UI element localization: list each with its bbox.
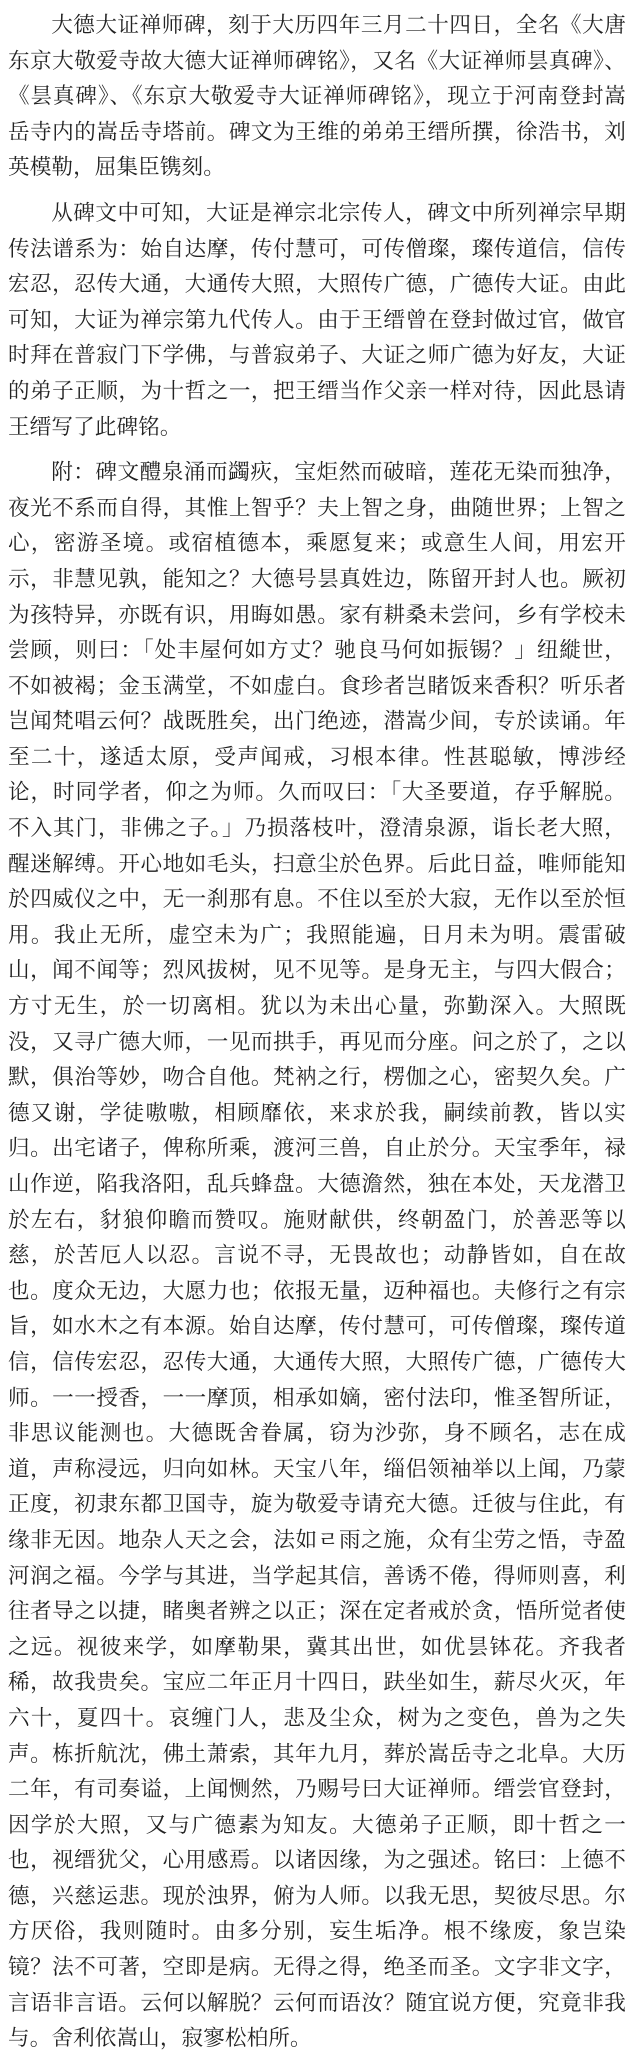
paragraph-stele-intro: 大德大证禅师碑，刻于大历四年三月二十四日，全名《大唐东京大敬爱寺故大德大证禅师碑铭》，又名《大证禅师昙真碑》、《昙真碑》、《东京大敬爱寺大证禅师碑铭》，现立于河南登封嵩岳寺内的嵩岳寺塔前。碑文为王维的弟弟王缙所撰，徐浩书，刘英模勒，屈集臣镌刻。 bbox=[8, 13, 626, 181]
paragraph-lineage: 从碑文中可知，大证是禅宗北宗传人，碑文中所列禅宗早期传法谱系为：始自达摩，传付慧可，可传僧璨，璨传道信，信传宏忍，忍传大通，大通传大照，大照传广德，广德传大证。由此可知，大证为禅宗第九代传人。由于王缙曾在登封做过官，做官时拜在普寂门下学佛，与普寂弟子、大证之师广德为好友，大证的弟子正顺，为十哲之一，把王缙当作父亲一样对待，因此恳请王缙写了此碑铭。 bbox=[8, 200, 626, 440]
paragraph-inscription-text: 附：碑文醴泉涌而蠲疢，宝炬然而破暗，莲花无染而独净，夜光不系而自得，其惟上智乎？夫上智之身，曲随世界；上智之心，密游圣境。或宿植德本，乘愿复来；或意生人间，用宏开示，非慧见孰，能知之？大德号昙真姓边，陈留开封人也。厥初为孩特异，亦既有识，用晦如愚。家有耕桑未尝问，乡有学校未尝顾，则曰：「处丰屋何如方丈？驰良马何如振锡？」纽縰世，不如被褐；金玉满堂，不如虚白。食珍者岂睹饭来香积？听乐者岂闻梵唱云何？战既胜矣，出门绝迹，潜嵩少间，专於读诵。年至二十，遂适太原，受声闻戒，习根本律。性甚聪敏，博涉经论，时同学者，仰之为师。久而叹曰：「大圣要道，存乎解脱。不入其门，非佛之子。」乃损落枝叶，澄清泉源，诣长老大照，醒迷解缚。开心地如毛头，扫意尘於色界。后此日益，唯师能知於四威仪之中，无一刹那有息。不住以至於大寂，无作以至於恒用。我止无所，虚空未为广；我照能遍，日月未为明。震雷破山，闻不闻等；烈风拔树，见不见等。是身无主，与四大假合；方寸无生，於一切离相。犹以为未出心量，弥勤深入。大照既没，又寻广德大师，一见而拱手，再见而分座。问之於了，之以默，俱治等妙，吻合自他。梵衲之行，楞伽之心，密契久矣。广德又谢，学徒嗷嗷，相顾靡依，来求於我，嗣续前教，皆以实归。出宅诸子，俾称所乘，渡河三兽，自止於分。天宝季年，禄山作逆，陷我洛阳，乱兵蜂盘。大德澹然，独在本处，天龙潜卫於左右，豺狼仰瞻而赞叹。施财献供，终朝盈门，於善恶等以慈，於苦厄人以忍。言说不寻，无畏故也；动静皆如，自在故也。度众无边，大愿力也；依报无量，迈种福也。夫修行之有宗旨，如水木之有本源。始自达摩，传付慧可，可传僧璨，璨传道信，信传宏忍，忍传大通，大通传大照，大照传广德，广德传大师。一一授香，一一摩顶，相承如嫡，密付法印，惟圣智所证，非思议能测也。大德既舍眷属，窃为沙弥，身不顾名，志在成道，声称浸远，归向如林。天宝八年，缁侣领袖举以上闻，乃蒙正度，初隶东都卫国寺，旋为敬爱寺请充大德。迁彼与住此，有缘非无因。地杂人天之会，法如ㄹ雨之施，众有尘劳之悟，寺盈河润之福。今学与其进，当学起其信，善诱不倦，得师则喜，利往者导之以捷，睹奥者辨之以正；深在定者戒於贪，悟所觉者使之远。视彼来学，如摩勒果，冀其出世，如优昙钵花。齐我者稀，故我贵矣。宝应二年正月十四日，趺坐如生，薪尽火灭，年六十，夏四十。哀缠门人，悲及尘众，树为之变色，兽为之失声。栋折航沈，佛土萧索，其年九月，葬於嵩岳寺之北阜。大历二年，有司奏谥，上闻恻然，乃赐号曰大证禅师。缙尝官登封，因学於大照，又与广德素为知友。大德弟子正顺，即十哲之一也，视缙犹父，心用感焉。以诸因缘，为之强述。铭曰：上德不德，兴慈运悲。现於浊界，俯为人师。以我无思，契彼尽思。尔方厌俗，我则随时。由多分别，妄生垢净。根不缘废，象岂染镜？法不可著，空即是病。无得之得，绝圣而圣。文字非文字，言语非言语。云何以解脱？云何而语汝？随宜说方便，究竟非我与。舍利依嵩山，寂寥松柏所。 bbox=[8, 460, 626, 2052]
